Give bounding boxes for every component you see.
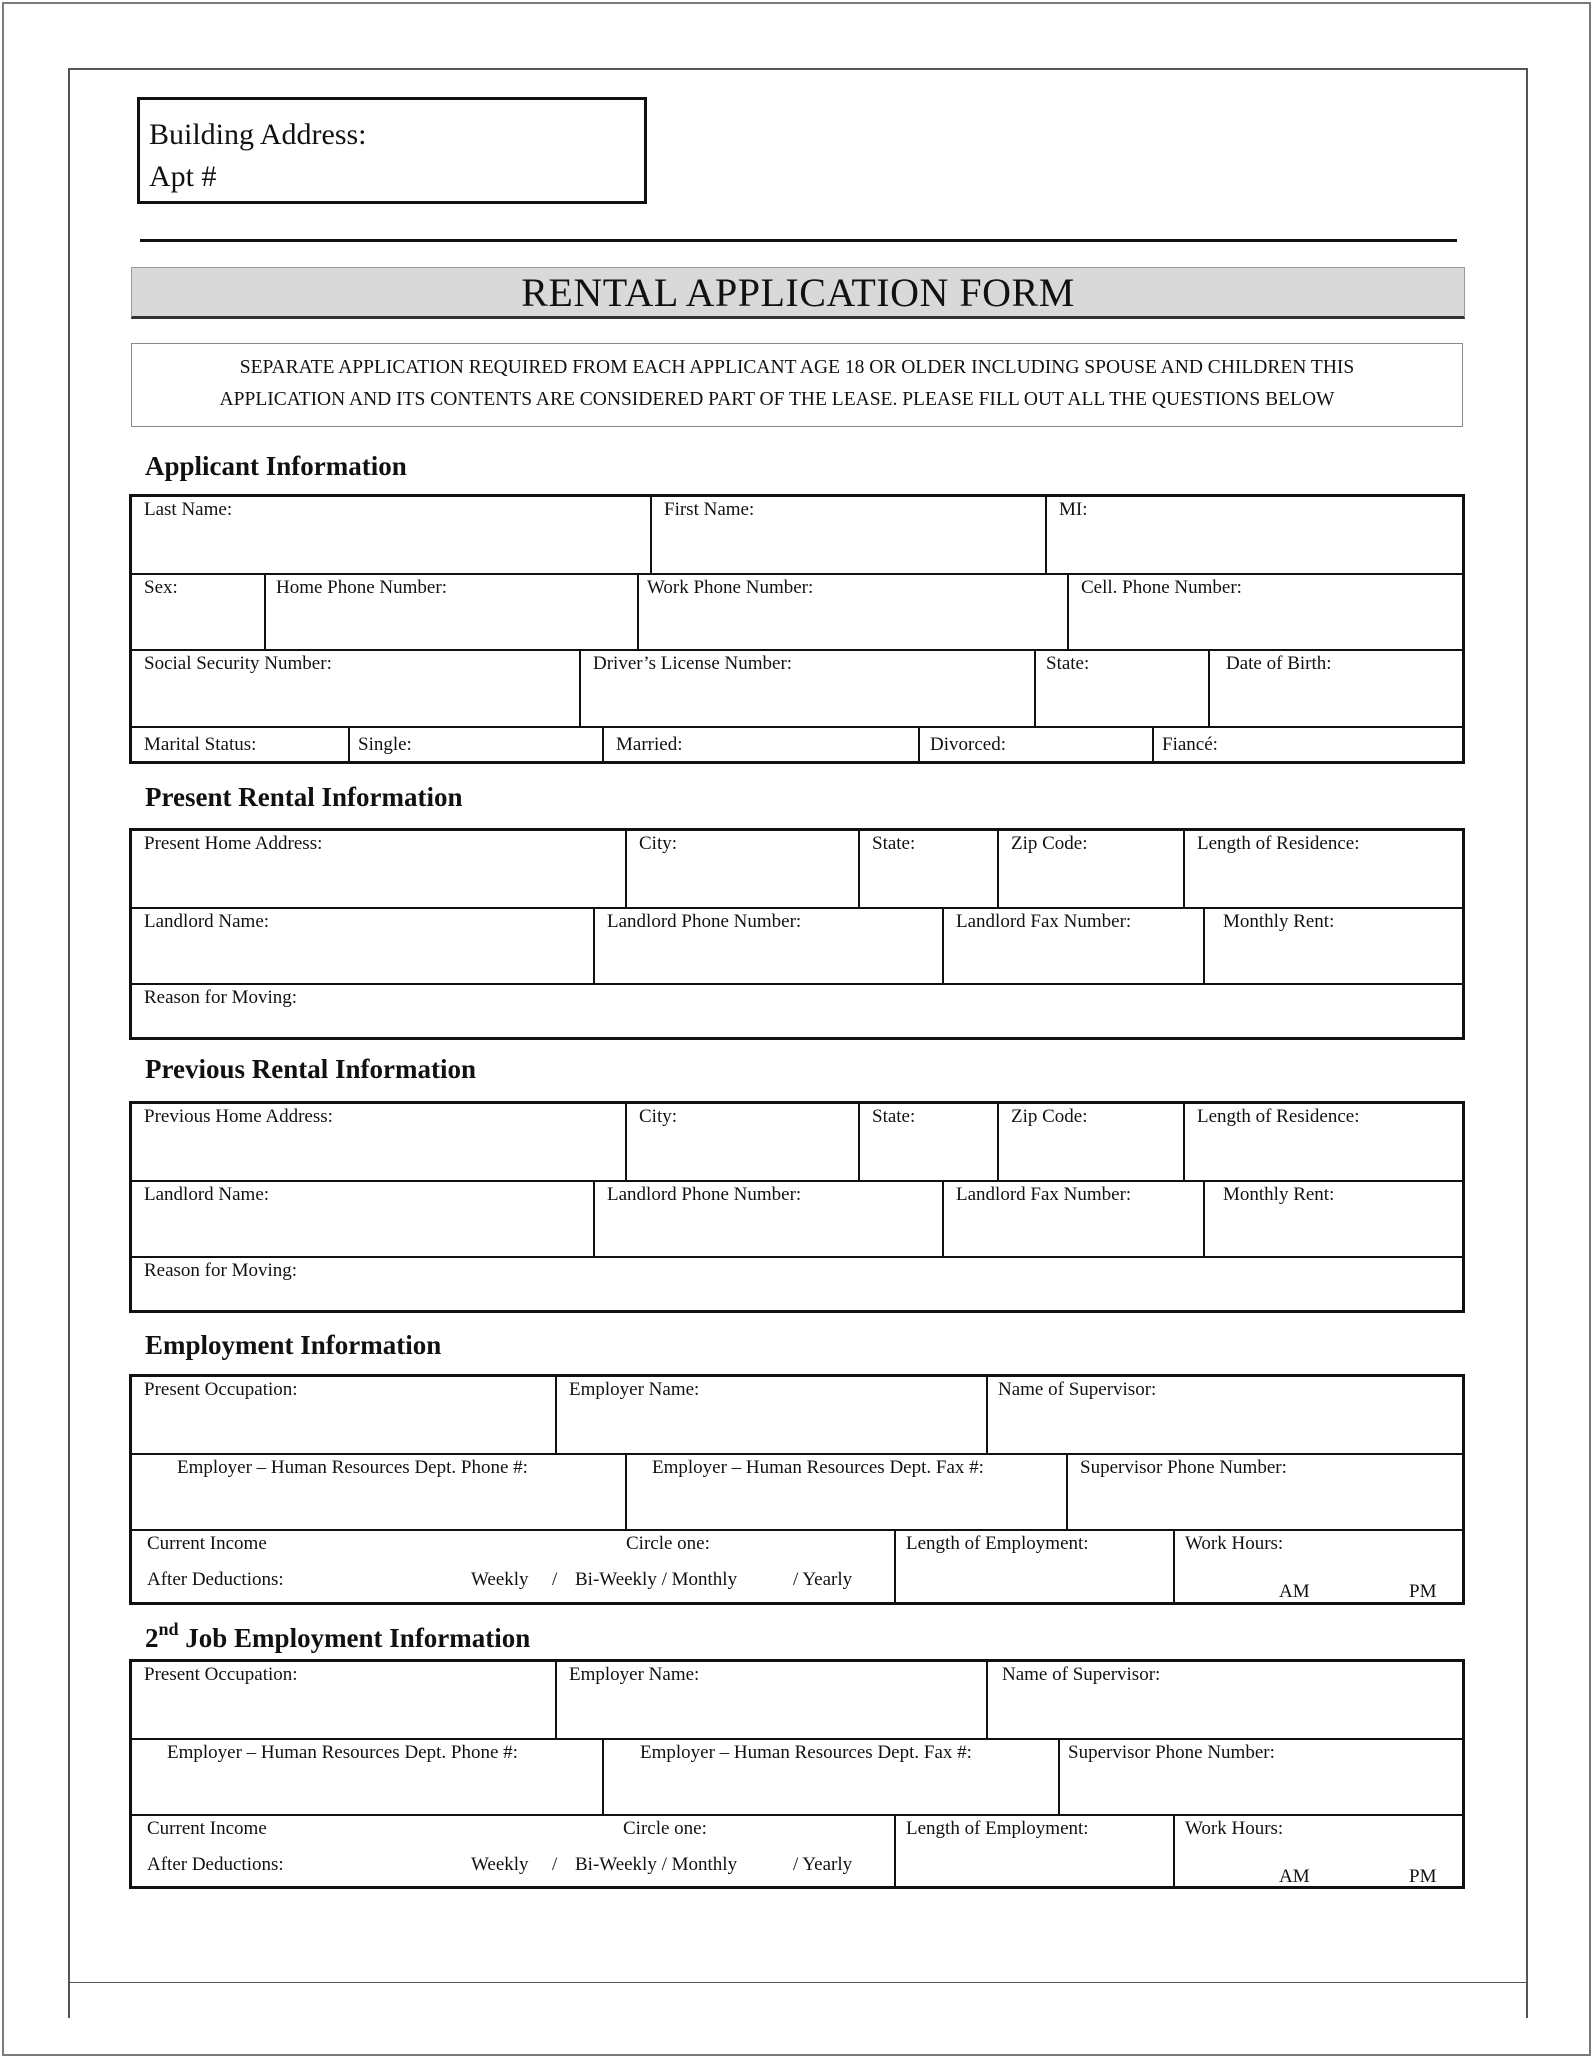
header-divider <box>140 239 1457 242</box>
notice-box <box>131 343 1463 427</box>
length-employment2-label: Length of Employment: <box>906 1818 1089 1839</box>
drivers-license-field[interactable] <box>579 651 1050 728</box>
employment2-heading <box>145 1619 531 1654</box>
yearly-option[interactable]: / Yearly <box>793 1569 853 1590</box>
previous-landlord-fax-field[interactable] <box>942 1182 1219 1258</box>
present-monthly-rent-field[interactable] <box>1203 909 1462 985</box>
income2-field[interactable] <box>132 1816 908 1886</box>
present-rental-heading: Present Rental Information <box>145 782 463 812</box>
hr2-fax-field[interactable] <box>602 1740 1074 1816</box>
hr-fax-label: Employer – Human Resources Dept. Fax #: <box>652 1457 984 1478</box>
ssn-label: Social Security Number: <box>144 653 332 674</box>
applicant-row-2 <box>132 573 1462 651</box>
previous-landlord-fax-label: Landlord Fax Number: <box>956 1184 1132 1205</box>
divorced-label: Divorced: <box>930 734 1006 755</box>
dob-field[interactable] <box>1208 651 1462 728</box>
previous-zip-field[interactable] <box>997 1104 1199 1180</box>
previous-row-3 <box>132 1256 1462 1310</box>
building-address-label: Building Address: <box>149 118 367 151</box>
hr-fax-field[interactable] <box>625 1455 1082 1531</box>
present-length-label: Length of Residence: <box>1197 833 1360 854</box>
pm-label: PM <box>1409 1581 1437 1602</box>
current-income2-label: Current Income <box>147 1818 267 1839</box>
present-reason-field[interactable] <box>132 985 1462 1037</box>
supervisor2-phone-field[interactable] <box>1058 1740 1462 1816</box>
cell-phone-field[interactable] <box>1067 575 1462 651</box>
marital-status-field <box>132 728 362 761</box>
income-field[interactable] <box>132 1531 908 1602</box>
previous-zip-label: Zip Code: <box>1011 1106 1088 1127</box>
previous-rental-heading: Previous Rental Information <box>145 1054 476 1084</box>
am-label: AM <box>1279 1581 1310 1602</box>
applicant-row-1 <box>132 497 1462 573</box>
hr-phone-field[interactable] <box>132 1455 639 1531</box>
divorced-field[interactable] <box>918 728 1168 761</box>
option2-separator: / <box>552 1854 558 1875</box>
employment-row-2 <box>132 1453 1462 1531</box>
present-state-label: State: <box>872 833 916 854</box>
applicant-heading: Applicant Information <box>145 451 407 481</box>
occupation-field[interactable] <box>132 1377 569 1453</box>
work-hours2-field[interactable] <box>1173 1816 1462 1886</box>
present-zip-field[interactable] <box>997 831 1199 907</box>
previous-length-label: Length of Residence: <box>1197 1106 1360 1127</box>
married-field[interactable] <box>602 728 934 761</box>
form-title: RENTAL APPLICATION FORM <box>131 267 1465 319</box>
supervisor-phone-field[interactable] <box>1066 1455 1462 1531</box>
previous-landlord-name-label: Landlord Name: <box>144 1184 270 1205</box>
sex-label: Sex: <box>144 577 178 598</box>
single-field[interactable] <box>348 728 618 761</box>
present-rental-table <box>129 828 1465 1040</box>
employment-heading: Employment Information <box>145 1330 442 1360</box>
present-length-field[interactable] <box>1183 831 1462 907</box>
work-phone-label: Work Phone Number: <box>647 577 814 598</box>
supervisor2-phone-label: Supervisor Phone Number: <box>1068 1742 1275 1763</box>
work-hours-label: Work Hours: <box>1185 1533 1284 1554</box>
employment2-heading-ordinal: nd <box>158 1619 179 1639</box>
previous-row-2 <box>132 1180 1462 1258</box>
dob-label: Date of Birth: <box>1226 653 1332 674</box>
page-bottom-rule <box>68 1982 1528 1983</box>
building-address-box[interactable] <box>137 97 647 204</box>
previous-state-label: State: <box>872 1106 916 1127</box>
length-employment-field[interactable] <box>894 1531 1189 1602</box>
married-label: Married: <box>616 734 683 755</box>
present-landlord-name-field[interactable] <box>132 909 607 985</box>
present-monthly-rent-label: Monthly Rent: <box>1223 911 1335 932</box>
present-address-label: Present Home Address: <box>144 833 323 854</box>
mi-label: MI: <box>1059 499 1088 520</box>
hr2-phone-label: Employer – Human Resources Dept. Phone #: <box>167 1742 518 1763</box>
present-city-label: City: <box>639 833 678 854</box>
previous-monthly-rent-field[interactable] <box>1203 1182 1462 1258</box>
supervisor-phone-label: Supervisor Phone Number: <box>1080 1457 1287 1478</box>
previous-landlord-phone-field[interactable] <box>593 1182 958 1258</box>
supervisor2-name-field[interactable] <box>986 1662 1462 1738</box>
single-label: Single: <box>358 734 412 755</box>
length-employment-label: Length of Employment: <box>906 1533 1089 1554</box>
biweekly-monthly2-option[interactable]: Bi-Weekly / Monthly <box>575 1854 738 1875</box>
present-landlord-phone-label: Landlord Phone Number: <box>607 911 802 932</box>
present-landlord-fax-label: Landlord Fax Number: <box>956 911 1132 932</box>
home-phone-field[interactable] <box>264 575 653 651</box>
marital-status-label: Marital Status: <box>144 734 257 755</box>
work-phone-field[interactable] <box>637 575 1083 651</box>
am2-label: AM <box>1279 1866 1310 1887</box>
previous-reason-label: Reason for Moving: <box>144 1260 298 1281</box>
employment2-row-3 <box>132 1814 1462 1886</box>
supervisor2-name-label: Name of Supervisor: <box>1002 1664 1161 1685</box>
present-city-field[interactable] <box>625 831 874 907</box>
employment2-row-2 <box>132 1738 1462 1816</box>
circle-one2-label: Circle one: <box>623 1818 707 1839</box>
apt-label: Apt # <box>149 160 217 193</box>
state-field[interactable] <box>1034 651 1224 728</box>
present-landlord-name-label: Landlord Name: <box>144 911 270 932</box>
drivers-license-label: Driver’s License Number: <box>593 653 793 674</box>
previous-rental-table <box>129 1101 1465 1313</box>
pm2-label: PM <box>1409 1866 1437 1887</box>
sex-field[interactable] <box>132 575 278 651</box>
previous-landlord-name-field[interactable] <box>132 1182 607 1258</box>
ssn-field[interactable] <box>132 651 593 728</box>
after-deductions-label: After Deductions: <box>147 1569 284 1590</box>
last-name-field[interactable] <box>132 497 664 573</box>
occupation2-field[interactable] <box>132 1662 569 1738</box>
present-landlord-fax-field[interactable] <box>942 909 1219 985</box>
fiance-field[interactable] <box>1152 728 1462 761</box>
supervisor-name-field[interactable] <box>986 1377 1462 1453</box>
previous-length-field[interactable] <box>1183 1104 1462 1180</box>
present-row-3 <box>132 983 1462 1037</box>
weekly-option[interactable]: Weekly <box>471 1569 529 1590</box>
option-separator: / <box>552 1569 558 1590</box>
previous-city-label: City: <box>639 1106 678 1127</box>
occupation-label: Present Occupation: <box>144 1379 298 1400</box>
present-zip-label: Zip Code: <box>1011 833 1088 854</box>
previous-address-field[interactable] <box>132 1104 639 1180</box>
occupation2-label: Present Occupation: <box>144 1664 298 1685</box>
previous-landlord-phone-label: Landlord Phone Number: <box>607 1184 802 1205</box>
present-address-field[interactable] <box>132 831 639 907</box>
present-row-2 <box>132 907 1462 985</box>
fiance-label: Fiancé: <box>1162 734 1218 755</box>
employer-name-label: Employer Name: <box>569 1379 700 1400</box>
employment-table <box>129 1374 1465 1605</box>
applicant-row-4 <box>132 726 1462 761</box>
applicant-row-3 <box>132 649 1462 728</box>
home-phone-label: Home Phone Number: <box>276 577 447 598</box>
first-name-label: First Name: <box>664 499 755 520</box>
previous-reason-field[interactable] <box>132 1258 1462 1310</box>
employment-row-1 <box>132 1377 1462 1453</box>
hr2-phone-field[interactable] <box>132 1740 616 1816</box>
after-deductions2-label: After Deductions: <box>147 1854 284 1875</box>
previous-monthly-rent-label: Monthly Rent: <box>1223 1184 1335 1205</box>
first-name-field[interactable] <box>650 497 1061 573</box>
employer2-name-field[interactable] <box>555 1662 1002 1738</box>
length-employment2-field[interactable] <box>894 1816 1189 1886</box>
state-label: State: <box>1046 653 1090 674</box>
biweekly-monthly-option[interactable]: Bi-Weekly / Monthly <box>575 1569 738 1590</box>
employment2-row-1 <box>132 1662 1462 1738</box>
employer2-name-label: Employer Name: <box>569 1664 700 1685</box>
yearly2-option[interactable]: / Yearly <box>793 1854 853 1875</box>
mi-field[interactable] <box>1045 497 1462 573</box>
present-state-field[interactable] <box>858 831 1013 907</box>
notice-line-2: APPLICATION AND ITS CONTENTS ARE CONSIDERED PART OF THE LEASE. PLEASE FILL OUT ALL THE QUESTIONS BELOW <box>219 389 1335 410</box>
previous-state-field[interactable] <box>858 1104 1013 1180</box>
previous-row-1 <box>132 1104 1462 1180</box>
applicant-table <box>129 494 1465 764</box>
present-reason-label: Reason for Moving: <box>144 987 298 1008</box>
present-row-1 <box>132 831 1462 907</box>
hr-phone-label: Employer – Human Resources Dept. Phone #: <box>177 1457 528 1478</box>
present-landlord-phone-field[interactable] <box>593 909 958 985</box>
work-hours-field[interactable] <box>1173 1531 1462 1602</box>
work-hours2-label: Work Hours: <box>1185 1818 1284 1839</box>
last-name-label: Last Name: <box>144 499 233 520</box>
employment2-heading-text: Job Employment Information <box>178 1623 531 1653</box>
hr2-fax-label: Employer – Human Resources Dept. Fax #: <box>640 1742 972 1763</box>
employment-row-3 <box>132 1529 1462 1602</box>
current-income-label: Current Income <box>147 1533 267 1554</box>
notice-line-1: SEPARATE APPLICATION REQUIRED FROM EACH APPLICANT AGE 18 OR OLDER INCLUDING SPOUSE AND CHILDREN THIS <box>239 357 1355 378</box>
employment2-table <box>129 1659 1465 1889</box>
previous-city-field[interactable] <box>625 1104 874 1180</box>
supervisor-name-label: Name of Supervisor: <box>998 1379 1157 1400</box>
employer-name-field[interactable] <box>555 1377 1002 1453</box>
previous-address-label: Previous Home Address: <box>144 1106 333 1127</box>
employment2-heading-number: 2 <box>145 1623 159 1653</box>
weekly2-option[interactable]: Weekly <box>471 1854 529 1875</box>
circle-one-label: Circle one: <box>626 1533 710 1554</box>
cell-phone-label: Cell. Phone Number: <box>1081 577 1242 598</box>
